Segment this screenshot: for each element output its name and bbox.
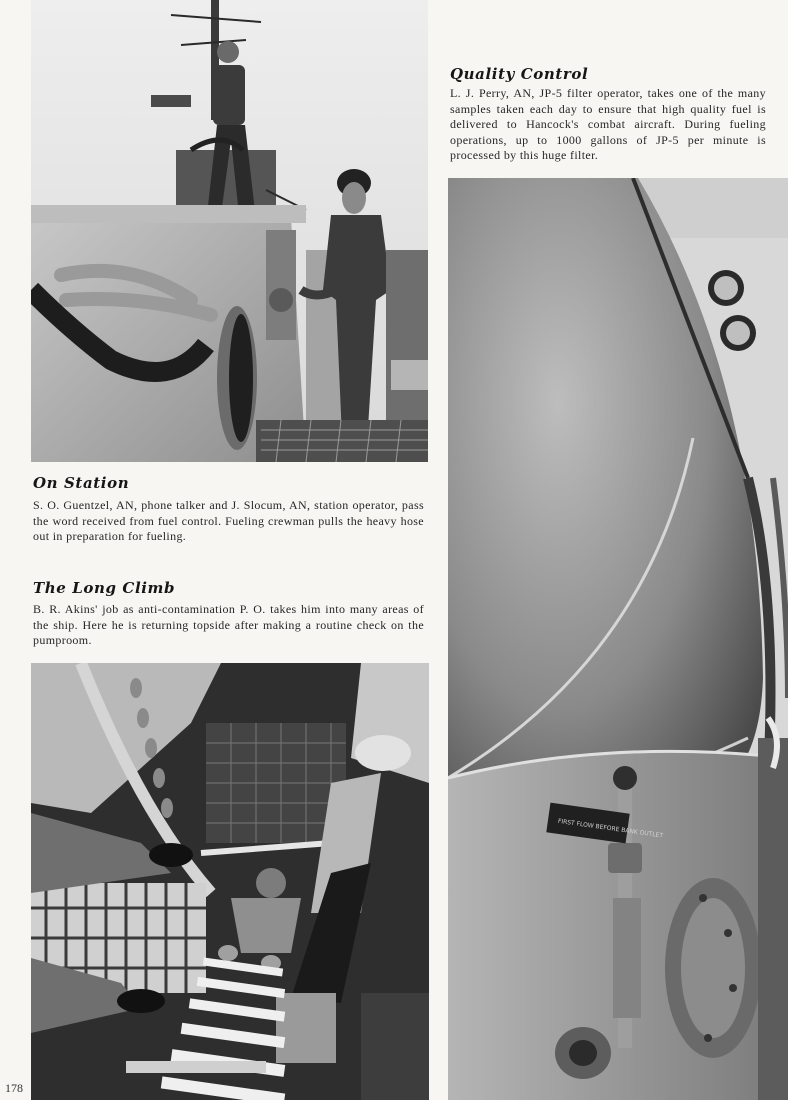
photo-on-station (31, 0, 428, 462)
svg-text:FIRST FLOW BEFORE BANK OUTLET: FIRST FLOW BEFORE BANK OUTLET (557, 817, 664, 840)
heading-on-station: On Station (33, 474, 130, 492)
deck-grating (256, 420, 428, 462)
photo-long-climb (31, 663, 429, 1100)
heading-long-climb: The Long Climb (33, 579, 176, 597)
photo-quality-control (448, 178, 788, 1100)
page-number: 178 (5, 1081, 23, 1095)
outlet-flange (665, 878, 761, 1058)
caption-long-climb: B. R. Akins' job as anti-contamination P. O. takes him into many areas of the ship. Here he is returning topside after making a routine check on the pumproom. (33, 602, 424, 647)
caption-on-station: S. O. Guentzel, AN, phone talker and J. Slocum, AN, station operator, pass the word received from fuel control. Fueling crewman pulls the heavy hose out in preparation for fueling. (33, 498, 424, 543)
caption-quality-control: L. J. Perry, AN, JP-5 filter operator, takes one of the many samples taken each day to ensure that high quality fuel is delivered to Hancock's combat aircraft. During fueling operations, up to 1000 gallons of JP-5 per minute is processed by this huge filter. (450, 86, 766, 162)
heading-quality-control: Quality Control (450, 65, 589, 83)
